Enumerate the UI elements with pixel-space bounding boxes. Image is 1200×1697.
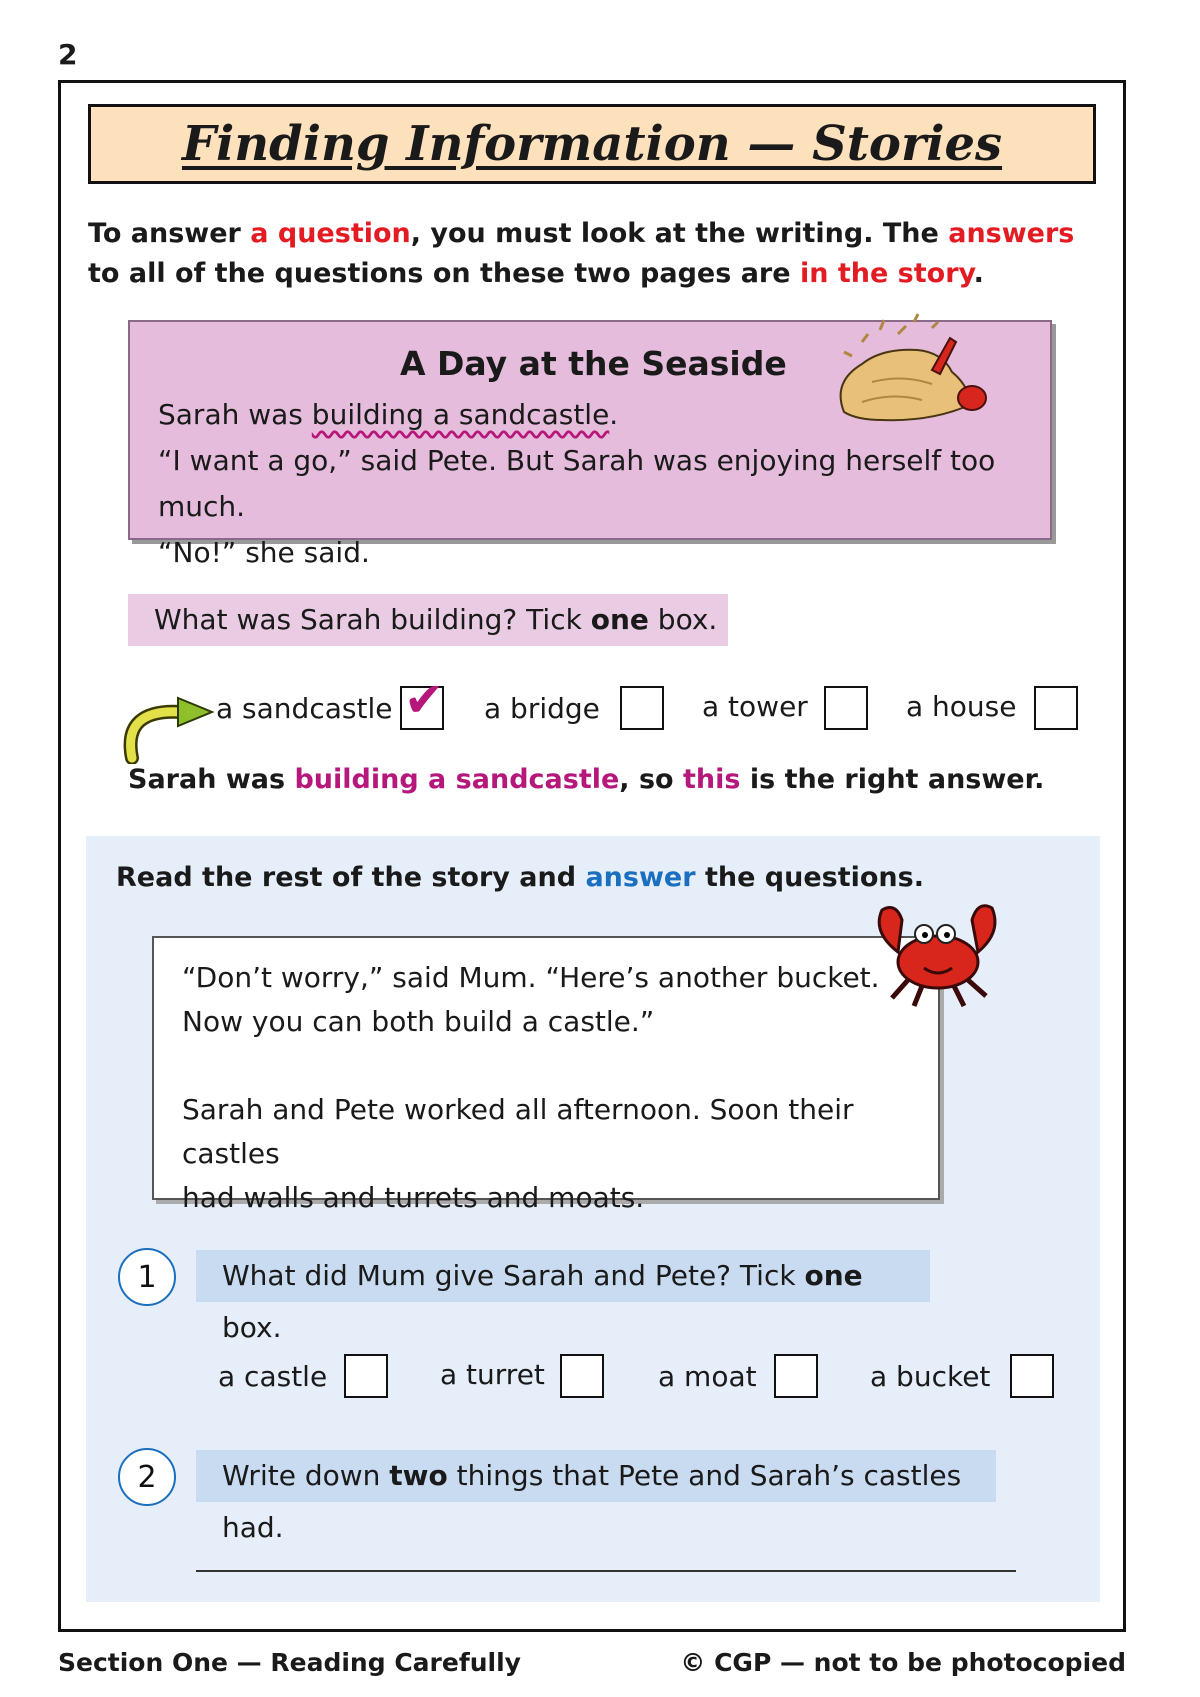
checkbox-tower[interactable] [824, 686, 868, 730]
crab-illustration [862, 892, 1010, 1012]
story-line: “Don’t worry,” said Mum. “Here’s another bucket. [182, 961, 880, 994]
example-explanation [128, 764, 1044, 795]
checkbox-castle[interactable] [344, 1354, 388, 1398]
question-1 [196, 1250, 930, 1344]
checkbox-bucket[interactable] [1010, 1354, 1054, 1398]
intro-text [88, 214, 1088, 294]
story-text-1 [158, 392, 1038, 576]
checkbox-turret[interactable] [560, 1354, 604, 1398]
page-title: Finding Information — Stories [181, 116, 1003, 172]
option-label: a bridge [484, 692, 600, 725]
option-label: a tower [702, 690, 808, 723]
underlined-phrase: building a sandcastle [311, 398, 610, 431]
story-line: had walls and turrets and moats. [182, 1181, 645, 1214]
practice-instruction [116, 862, 924, 893]
story-line: “No!” she said. [158, 536, 370, 569]
answer-line[interactable] [196, 1570, 1016, 1572]
instr-highlight: answer [585, 862, 696, 893]
footer-section: Section One — Reading Carefully [58, 1648, 521, 1677]
question-part: Write down [222, 1459, 390, 1492]
question-part: What did Mum give Sarah and Pete? Tick [222, 1259, 805, 1292]
check-mark-icon: ✔ [404, 672, 445, 728]
story-line: “I want a go,” said Pete. But Sarah was enjoying herself too much. [158, 444, 996, 523]
option-label: a house [906, 690, 1017, 723]
instr-part: Read the rest of the story and [116, 862, 586, 893]
checkbox-bridge[interactable] [620, 686, 664, 730]
option-label: a turret [440, 1358, 545, 1391]
intro-highlight: a question [250, 218, 411, 249]
story-line [158, 392, 1038, 438]
intro-highlight: answers [948, 218, 1075, 249]
question-emphasis: one [804, 1259, 863, 1292]
question-part: box. [648, 603, 718, 636]
story-part: . [609, 398, 619, 431]
intro-part: . [973, 258, 984, 289]
checkbox-house[interactable] [1034, 686, 1078, 730]
page-number: 2 [58, 38, 78, 71]
question-part: box. [222, 1311, 282, 1344]
footer-copyright: © CGP — not to be photocopied [680, 1648, 1126, 1677]
explain-part: is the right answer. [740, 764, 1045, 795]
intro-highlight: in the story [799, 258, 974, 289]
story-part: Sarah was [158, 398, 312, 431]
option-label: a bucket [870, 1360, 991, 1393]
question-part: What was Sarah building? Tick [154, 603, 591, 636]
curved-arrow-icon [118, 688, 218, 764]
checkbox-moat[interactable] [774, 1354, 818, 1398]
story-line: Now you can both build a castle.” [182, 1005, 655, 1038]
question-number-1: 1 [118, 1248, 176, 1306]
explain-part: , so [619, 764, 683, 795]
instr-part: the questions. [695, 862, 924, 893]
story-text-2 [182, 956, 922, 1220]
intro-part: To answer [88, 218, 251, 249]
title-banner [88, 104, 1096, 184]
explain-part: Sarah was [128, 764, 295, 795]
story-title: A Day at the Seaside [400, 344, 787, 383]
explain-highlight: this [682, 764, 741, 795]
option-label: a castle [218, 1360, 328, 1393]
story-line: Sarah and Pete worked all afternoon. Soon their castles [182, 1093, 854, 1170]
question-part: things that Pete and Sarah’s castles had. [222, 1459, 962, 1544]
option-label: a moat [658, 1360, 757, 1393]
question-emphasis: two [389, 1459, 448, 1492]
option-label: a sandcastle [216, 692, 393, 725]
explain-highlight: building a sandcastle [294, 764, 620, 795]
question-number-2: 2 [118, 1448, 176, 1506]
question-emphasis: one [590, 603, 649, 636]
example-question [128, 594, 728, 646]
intro-part: , you must look at the writing. The [410, 218, 949, 249]
intro-part: to all of the questions on these two pages are [88, 258, 800, 289]
question-2 [196, 1450, 996, 1544]
